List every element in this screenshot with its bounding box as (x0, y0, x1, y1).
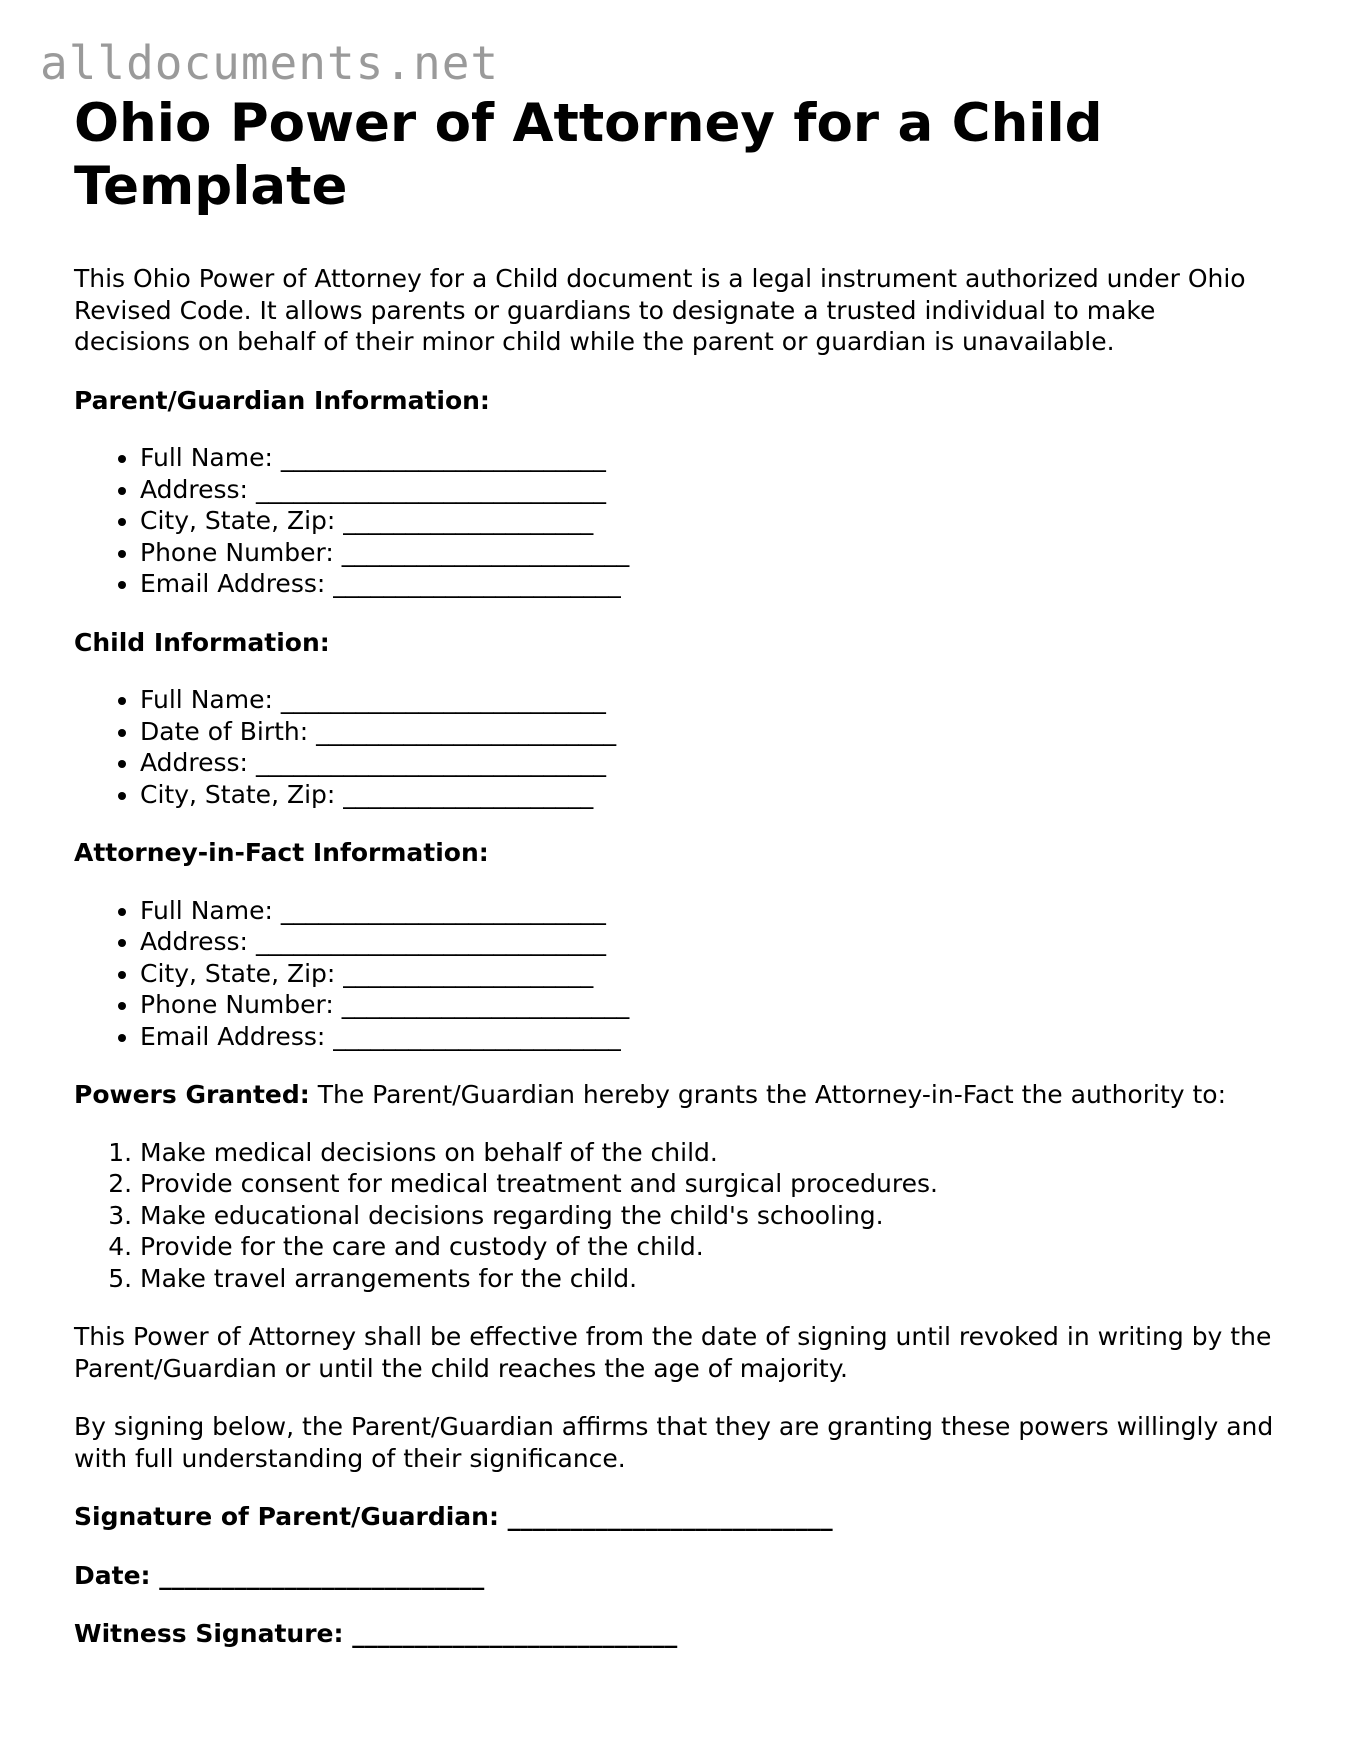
child-address-field (140, 747, 1294, 779)
signature-label: Signature of Parent/Guardian: (74, 1502, 508, 1531)
field-label: Email Address: (140, 1021, 334, 1051)
parent-field-list (74, 442, 1294, 600)
date-label: Date: (74, 1560, 160, 1590)
field-label: Full Name: (140, 685, 281, 714)
field-label: Full Name: (140, 895, 281, 925)
document-title (74, 92, 1294, 218)
fill-in-blank: __________________________ (280, 685, 606, 714)
child-section-heading: Child Information: (74, 627, 330, 657)
attorney-email-field (140, 1021, 1294, 1053)
date-line (74, 1560, 1294, 1592)
child-date-of-birth-field (140, 716, 1294, 748)
parent-city-state-zip-field (140, 505, 1294, 537)
date-blank: __________________________ (159, 1560, 485, 1590)
fill-in-blank: __________________________ (280, 443, 606, 472)
watermark: alldocuments.net (40, 36, 500, 90)
witness-signature-line (74, 1618, 1294, 1650)
fill-in-blank: ____________________________ (255, 748, 606, 777)
document-page (74, 92, 1294, 1650)
parent-address-field (140, 474, 1294, 506)
title-line-2: Template (74, 156, 348, 217)
signature-blank: __________________________ (507, 1502, 833, 1531)
attorney-full-name-field (140, 895, 1294, 927)
field-label: City, State, Zip: (140, 958, 344, 988)
parent-phone-field (140, 537, 1294, 569)
fill-in-blank: ________________________ (316, 716, 617, 746)
fill-in-blank: ____________________________ (255, 927, 606, 956)
child-full-name-field (140, 684, 1294, 716)
field-label: Date of Birth: (140, 716, 317, 746)
fill-in-blank: _______________________ (333, 1021, 621, 1051)
fill-in-blank: __________________________ (280, 895, 606, 925)
field-label: Address: (140, 474, 256, 504)
parent-full-name-field (140, 442, 1294, 474)
parent-section-heading: Parent/Guardian Information: (74, 385, 490, 415)
fill-in-blank: _______________________ (333, 569, 621, 598)
witness-label: Witness Signature: (74, 1619, 353, 1648)
attorney-phone-field (140, 989, 1294, 1021)
effective-paragraph: This Power of Attorney shall be effective from the date of signing until revoked in writing by the Parent/Guardian or until the child reaches the age of majority. (74, 1322, 1272, 1383)
field-label: City, State, Zip: (140, 779, 344, 809)
power-item: 3. Make educational decisions regarding the child's schooling. (140, 1200, 1294, 1232)
field-label: Full Name: (140, 443, 281, 472)
fill-in-blank: _______________________ (341, 537, 630, 567)
field-label: City, State, Zip: (140, 506, 344, 535)
child-field-list (74, 684, 1294, 810)
child-city-state-zip-field (140, 779, 1294, 811)
intro-paragraph: This Ohio Power of Attorney for a Child document is a legal instrument authorized under Ohio Revised Code. It allows parents or guardians to designate a trusted individual to make decisions on behalf of their minor child while the parent or guardian is unavailable. (74, 264, 1246, 356)
attorney-section-heading: Attorney-in-Fact Information: (74, 838, 489, 867)
signature-line (74, 1501, 1294, 1533)
attorney-city-state-zip-field (140, 958, 1294, 990)
title-line-1: Ohio Power of Attorney for a Child (74, 93, 1103, 154)
attorney-field-list (74, 895, 1294, 1053)
fill-in-blank: ____________________ (343, 506, 594, 535)
field-label: Phone Number: (140, 990, 342, 1019)
powers-granted-paragraph (74, 1079, 1294, 1111)
fill-in-blank: ____________________________ (255, 474, 606, 504)
affirmation-paragraph: By signing below, the Parent/Guardian affirms that they are granting these powers willingly and with full understanding of their significance. (74, 1412, 1274, 1473)
powers-granted-heading: Powers Granted: (74, 1080, 310, 1109)
power-item: 1. Make medical decisions on behalf of the child. (140, 1137, 1294, 1169)
power-item: 2. Provide consent for medical treatment and surgical procedures. (140, 1168, 1294, 1200)
parent-email-field (140, 568, 1294, 600)
fill-in-blank: _______________________ (341, 990, 630, 1019)
field-label: Email Address: (140, 569, 334, 598)
fill-in-blank: ____________________ (343, 779, 594, 809)
power-item: 4. Provide for the care and custody of the child. (140, 1231, 1294, 1263)
fill-in-blank: ____________________ (343, 958, 594, 988)
power-item: 5. Make travel arrangements for the child. (140, 1263, 1294, 1295)
powers-granted-text: The Parent/Guardian hereby grants the Attorney-in-Fact the authority to: (309, 1080, 1227, 1109)
field-label: Phone Number: (140, 537, 342, 567)
field-label: Address: (140, 748, 256, 777)
attorney-address-field (140, 926, 1294, 958)
powers-list (74, 1137, 1294, 1295)
field-label: Address: (140, 927, 256, 956)
witness-blank: __________________________ (352, 1619, 678, 1648)
